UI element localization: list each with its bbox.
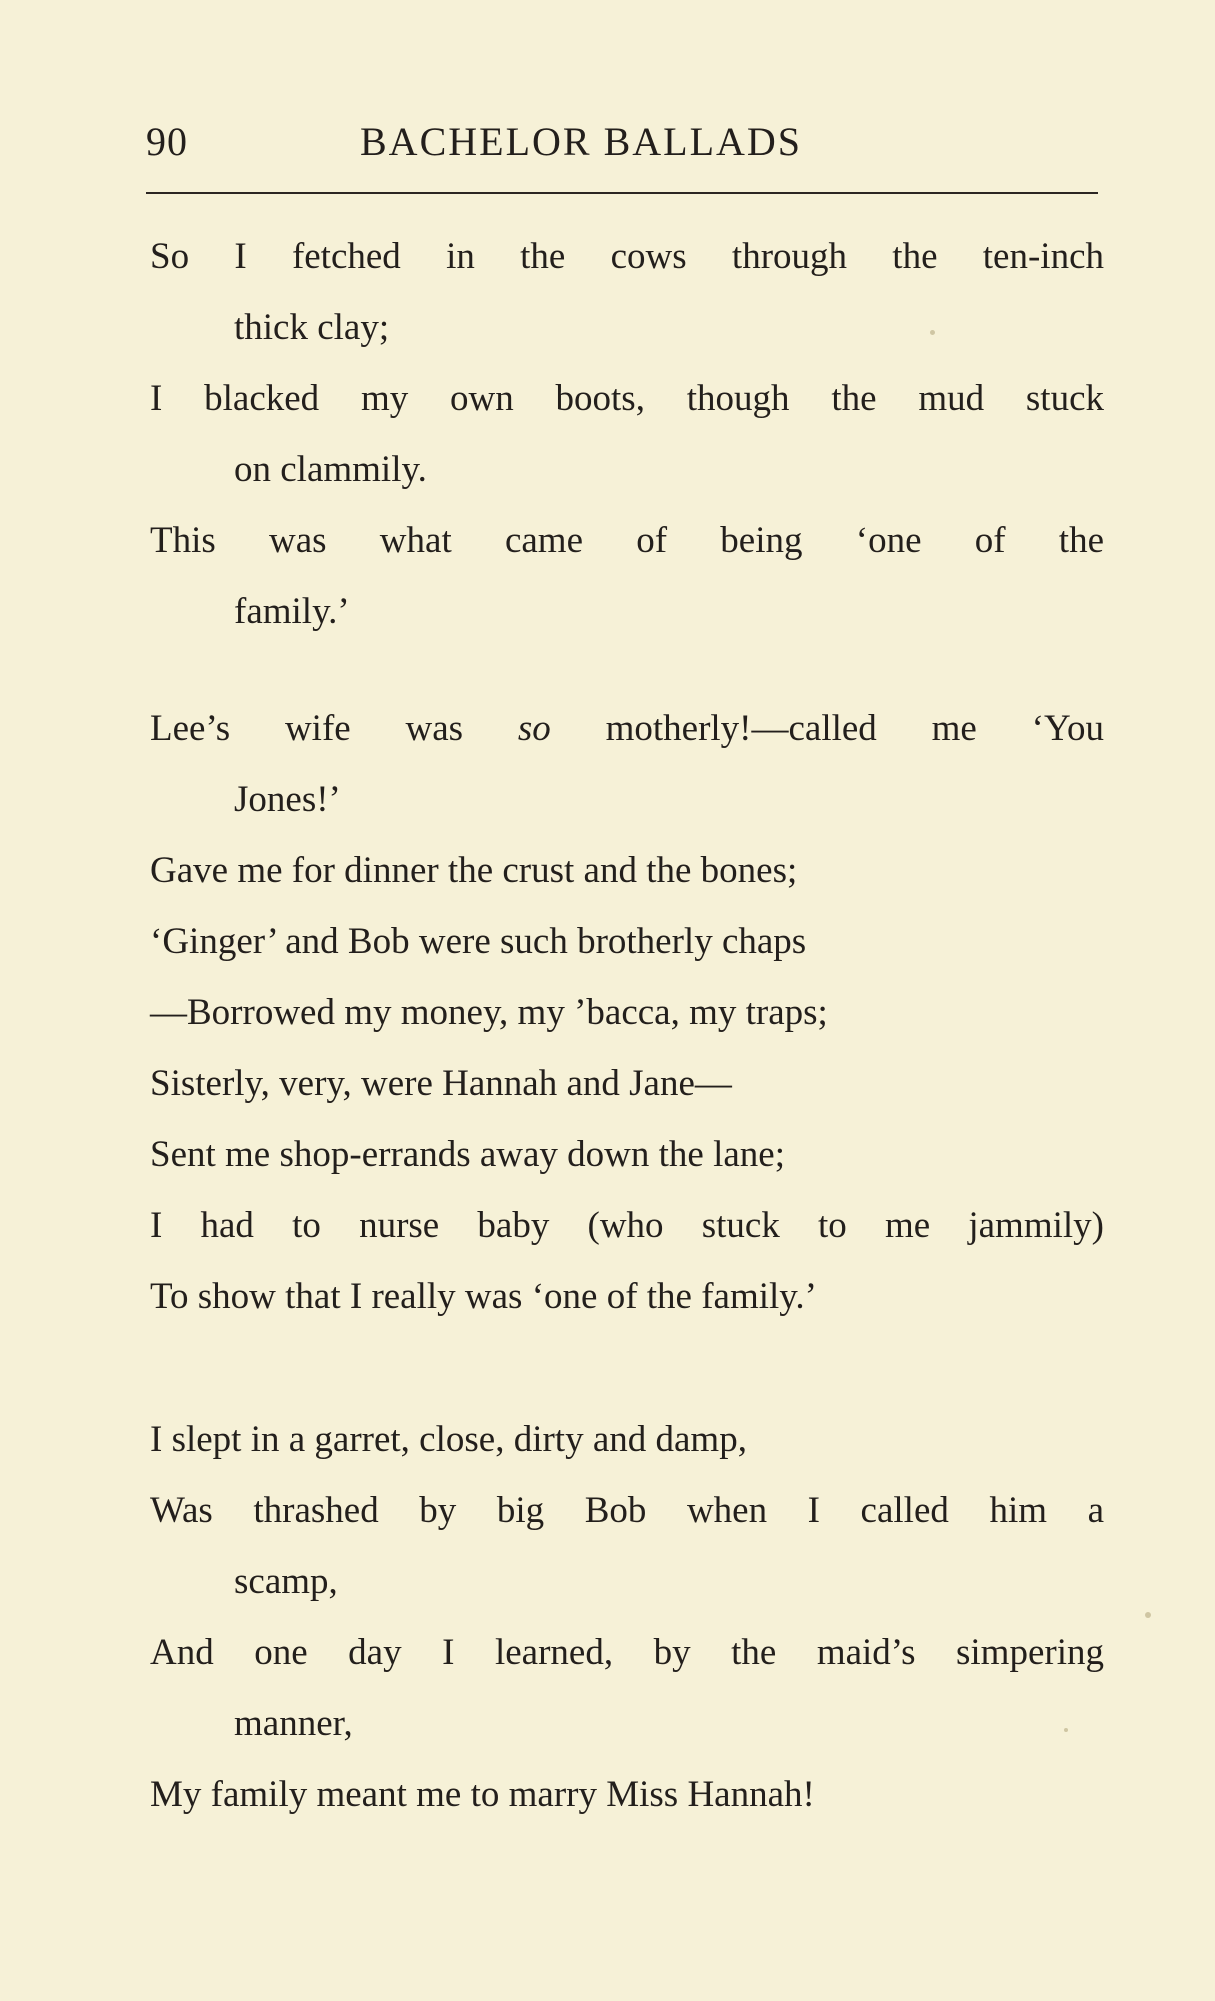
running-title: BACHELOR BALLADS [360,119,803,164]
poem-line: thick clay; [234,307,390,348]
poem-line: So I fetched in the cows through the ten-inch [150,236,1104,277]
poem-line: I had to nurse baby (who stuck to me jammily) [150,1205,1104,1246]
stanza-2 [150,700,1104,1339]
stanza-3 [150,1411,1104,1837]
poem-line [150,700,1104,771]
poem-line-part: motherly!—called me ‘You [550,708,1104,749]
poem-line: —Borrowed my money, my ’bacca, my traps; [150,992,828,1033]
paper-speck [1145,1612,1151,1618]
poem-line: Gave me for dinner the crust and the bones; [150,850,798,891]
poem-line: And one day I learned, by the maid’s simpering [150,1632,1104,1673]
poem-line: This was what came of being ‘one of the [150,520,1104,561]
stanza-gap [150,1339,1104,1411]
poem-line: To show that I really was ‘one of the family.’ [150,1276,817,1317]
poem-line: manner, [234,1703,353,1744]
poem-line: My family meant me to marry Miss Hannah! [150,1774,815,1815]
stanza-gap [150,654,1104,700]
poem-line: scamp, [234,1561,338,1602]
emphasis-word: so [517,708,551,749]
poem-line: Sent me shop-errands away down the lane; [150,1134,785,1175]
page-number: 90 [146,119,188,164]
header-rule [146,192,1098,194]
page-header [146,118,1098,174]
poem-line: on clammily. [234,449,427,490]
paper-speck [1064,1728,1068,1732]
poem-line: family.’ [234,591,350,632]
poem-text [150,228,1104,1837]
poem-line: Jones!’ [234,779,341,820]
poem-line: I blacked my own boots, though the mud stuck [150,378,1104,419]
poem-line: ‘Ginger’ and Bob were such brotherly chaps [150,921,807,962]
poem-line: I slept in a garret, close, dirty and damp, [150,1419,747,1460]
poem-line-part: Lee’s wife was [150,708,518,749]
poem-line: Sisterly, very, were Hannah and Jane— [150,1063,732,1104]
stanza-1 [150,228,1104,654]
poem-line: Was thrashed by big Bob when I called him a [150,1490,1104,1531]
paper-speck [930,330,935,335]
